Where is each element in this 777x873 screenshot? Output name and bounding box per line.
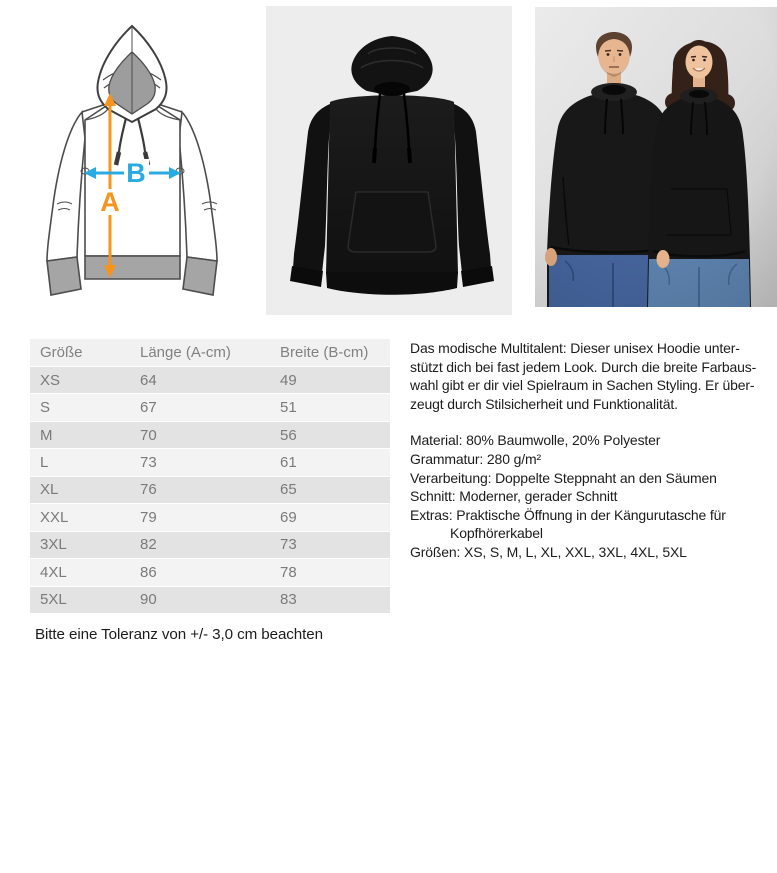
paragraph-gap	[410, 413, 772, 431]
size-table-header	[30, 339, 390, 366]
kangaroo-pocket	[348, 192, 436, 252]
sleeve-right	[179, 112, 217, 261]
cell-breite: 65	[280, 481, 297, 499]
table-row	[30, 586, 390, 613]
neck-opening	[374, 82, 410, 96]
table-row	[30, 476, 390, 503]
table-row	[30, 503, 390, 530]
hoodie-measurement-diagram	[20, 8, 255, 308]
description-line: wahl gibt er dir viel Spielraum in Sachen Styling. Er über-	[410, 377, 755, 394]
table-row	[30, 421, 390, 448]
cell-laenge: 86	[140, 563, 157, 581]
product-photo-illustration	[266, 6, 512, 315]
description-line-extras: Extras: Praktische Öffnung in der Kängurutasche für	[410, 506, 726, 523]
cell-groesse: 4XL	[40, 563, 67, 581]
sleeve-left	[47, 112, 85, 261]
measure-label-b: B	[126, 158, 146, 188]
measure-label-a: A	[100, 187, 120, 217]
cuff-left	[47, 257, 81, 295]
description-line: zeugt durch Stilsicherheit und Funktionalität.	[410, 395, 678, 412]
product-description	[410, 339, 772, 562]
cell-laenge: 73	[140, 454, 157, 472]
cell-laenge: 67	[140, 399, 157, 417]
models-photo	[535, 7, 777, 307]
header-breite: Breite (B-cm)	[280, 344, 369, 361]
description-line-extras-wrap: Kopfhörerkabel	[450, 525, 543, 542]
header-groesse: Größe	[40, 344, 83, 361]
cell-breite: 69	[280, 508, 297, 526]
table-row	[30, 448, 390, 475]
cell-laenge: 79	[140, 508, 157, 526]
cell-groesse: XL	[40, 481, 59, 499]
description-line-schnitt: Schnitt: Moderner, gerader Schnitt	[410, 488, 618, 505]
hoodie-line-drawing	[20, 8, 255, 308]
cell-breite: 73	[280, 536, 297, 554]
cell-groesse: S	[40, 399, 51, 417]
table-row	[30, 393, 390, 420]
description-line-groessen: Größen: XS, S, M, L, XL, XXL, 3XL, 4XL, 5XL	[410, 543, 687, 560]
cell-laenge: 70	[140, 426, 157, 444]
cell-breite: 56	[280, 426, 297, 444]
description-line: stützt dich bei fast jedem Look. Durch die breite Farbaus-	[410, 358, 757, 375]
cell-groesse: XS	[40, 371, 61, 389]
table-row	[30, 366, 390, 393]
photo-vignette	[535, 7, 777, 307]
cell-breite: 49	[280, 371, 297, 389]
cell-breite: 61	[280, 454, 297, 472]
hem-band	[326, 272, 458, 295]
description-line-verarbeitung: Verarbeitung: Doppelte Steppnaht an den Säumen	[410, 469, 717, 486]
table-row	[30, 558, 390, 585]
cell-breite: 78	[280, 563, 297, 581]
cell-breite: 51	[280, 399, 297, 417]
description-line-material: Material: 80% Baumwolle, 20% Polyester	[410, 432, 661, 449]
cuff-right	[183, 257, 217, 295]
cell-groesse: 3XL	[40, 536, 67, 554]
product-photo-black-hoodie	[266, 6, 512, 315]
size-table	[30, 339, 390, 613]
cell-groesse: L	[40, 454, 49, 472]
cell-laenge: 76	[140, 481, 157, 499]
cell-groesse: M	[40, 426, 53, 444]
models-illustration	[535, 7, 777, 307]
header-laenge: Länge (A-cm)	[140, 344, 231, 361]
table-row	[30, 531, 390, 558]
body	[326, 95, 458, 281]
cell-laenge: 82	[140, 536, 157, 554]
hem-band	[85, 256, 180, 279]
cell-laenge: 90	[140, 591, 157, 609]
description-line: Das modische Multitalent: Dieser unisex Hoodie unter-	[410, 340, 740, 356]
tolerance-note: Bitte eine Toleranz von +/- 3,0 cm beachten	[35, 626, 323, 643]
description-line-grammatur: Grammatur: 280 g/m²	[410, 450, 541, 467]
cell-breite: 83	[280, 591, 297, 609]
cell-laenge: 64	[140, 371, 157, 389]
cell-groesse: XXL	[40, 508, 69, 526]
cell-groesse: 5XL	[40, 591, 67, 609]
